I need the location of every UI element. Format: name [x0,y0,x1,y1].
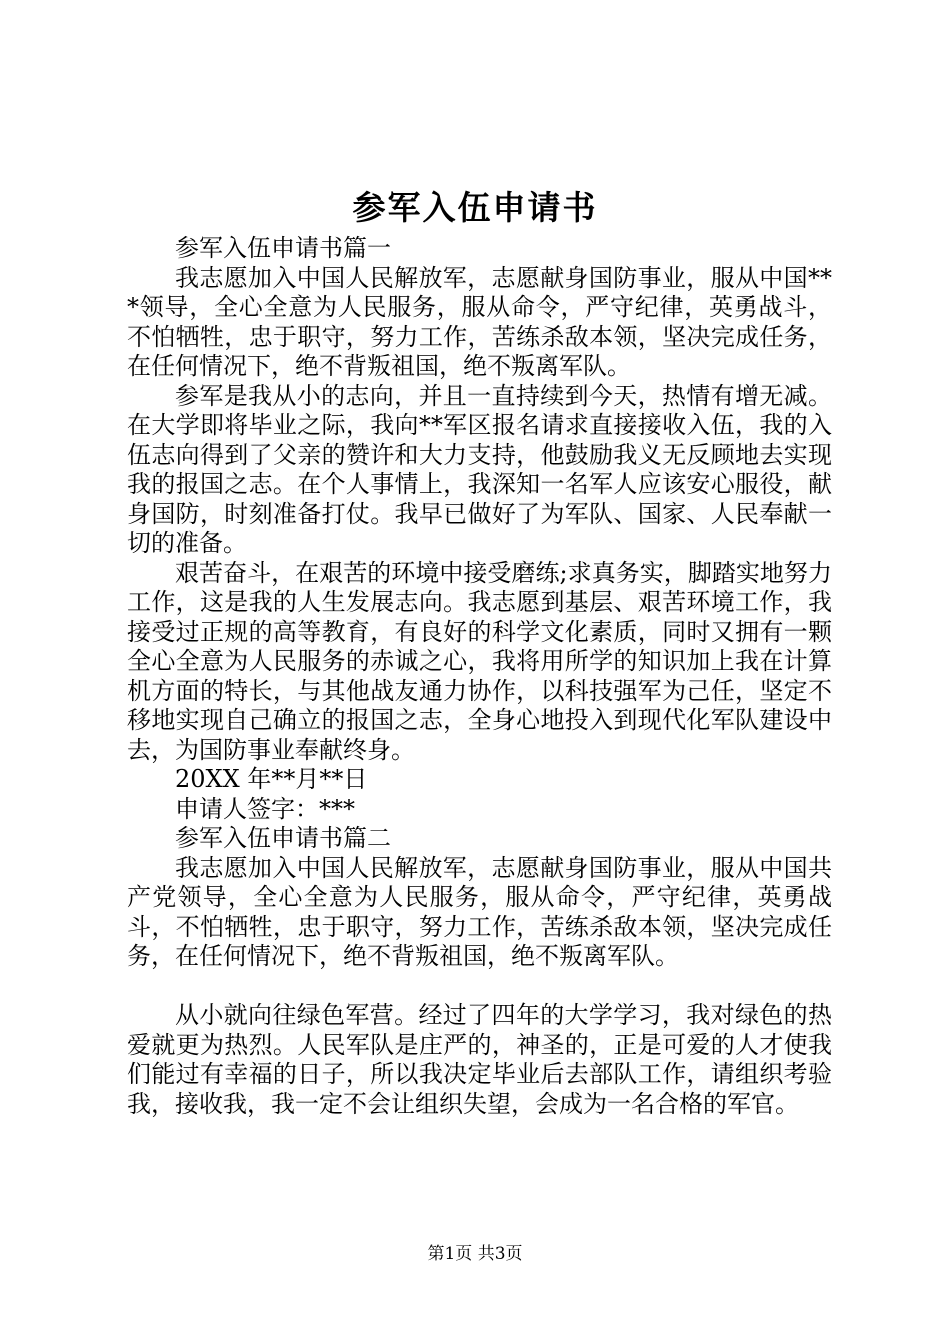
body-paragraph: 从小就向往绿色军营。经过了四年的大学学习，我对绿色的热爱就更为热烈。人民军队是庄严的，神圣的，正是可爱的人才使我们能过有幸福的日子，所以我决定毕业后去部队工作，请组织考验我，接收我，我一定不会让组织失望，会成为一名合格的军官。 [127,1001,832,1118]
body-paragraph: 参军是我从小的志向，并且一直持续到今天，热情有增无减。在大学即将毕业之际，我向**军区报名请求直接接收入伍，我的入伍志向得到了父亲的赞许和大力支持，他鼓励我义无反顾地去实现我的报国之志。在个人事情上，我深知一名军人应该安心服役，献身国防，时刻准备打仗。我早已做好了为军队、国家、人民奉献一切的准备。 [127,381,832,557]
body-paragraph: 艰苦奋斗，在艰苦的环境中接受磨练;求真务实，脚踏实地努力工作，这是我的人生发展志向。我志愿到基层、艰苦环境工作，我接受过正规的高等教育，有良好的科学文化素质，同时又拥有一颗全心全意为人民服务的赤诚之心，我将用所学的知识加上我在计算机方面的特长，与其他战友通力协作，以科技强军为己任，坚定不移地实现自己确立的报国之志，全身心地投入到现代化军队建设中去，为国防事业奉献终身。 [127,558,832,764]
body-paragraph: 我志愿加入中国人民解放军，志愿献身国防事业，服从中国共产党领导，全心全意为人民服务，服从命令，严守纪律，英勇战斗，不怕牺牲，忠于职守，努力工作，苦练杀敌本领，坚决完成任务，在任何情况下，绝不背叛祖国，绝不叛离军队。 [127,853,832,970]
document-body [127,234,832,1119]
date-line: 20XX 年**月**日 [175,765,368,793]
page-number-footer: 第1页 共3页 [427,1244,523,1264]
document-title: 参军入伍申请书 [352,188,598,227]
section-heading-1: 参军入伍申请书篇一 [175,234,391,262]
body-paragraph: 我志愿加入中国人民解放军，志愿献身国防事业，服从中国***领导，全心全意为人民服务，服从命令，严守纪律，英勇战斗，不怕牺牲，忠于职守，努力工作，苦练杀敌本领，坚决完成任务，在任何情况下，绝不背叛祖国，绝不叛离军队。 [127,263,832,380]
signature-line: 申请人签字：*** [175,794,355,823]
section-heading-2: 参军入伍申请书篇二 [175,824,391,852]
